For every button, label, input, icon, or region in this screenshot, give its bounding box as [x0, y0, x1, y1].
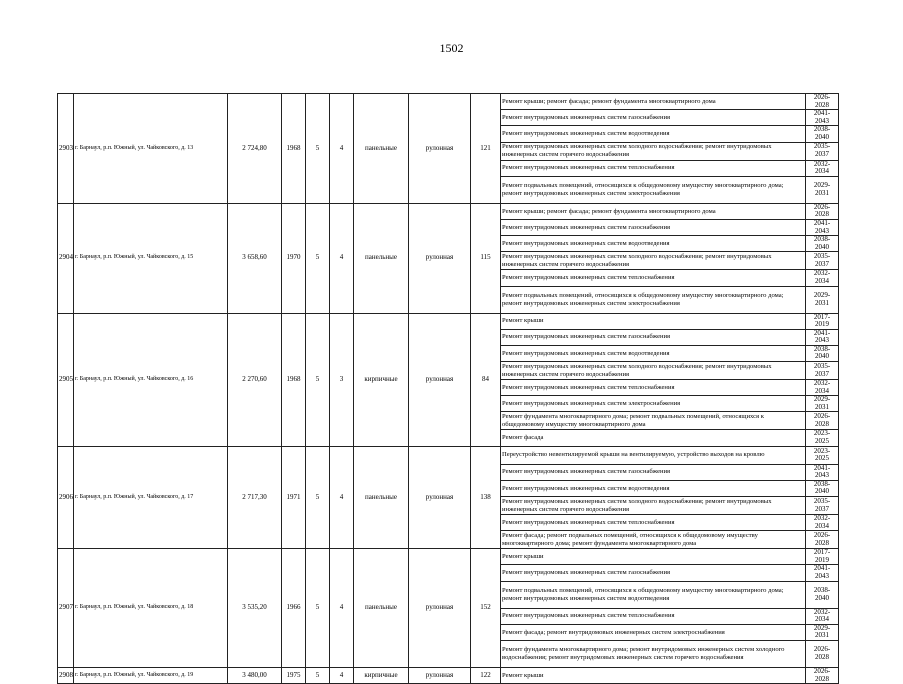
wall-material: панельные	[354, 203, 409, 313]
work-description: Ремонт внутридомовых инженерных систем теплоснабжения	[501, 160, 806, 176]
wall-material: панельные	[354, 94, 409, 204]
work-period: 2041-2043	[806, 464, 839, 480]
floor-count: 5	[306, 549, 330, 668]
entrance-count: 3	[330, 313, 354, 446]
work-period: 2041-2043	[806, 565, 839, 581]
table-row	[58, 203, 839, 219]
work-description: Ремонт внутридомовых инженерных систем холодного водоснабжения; ремонт внутридомовых инженерных систем горячего водоснабжения	[501, 142, 806, 160]
work-period: 2032-2034	[806, 270, 839, 286]
work-period: 2032-2034	[806, 608, 839, 624]
work-description: Переустройство невентилируемой крыши на вентилируемую, устройство выходов на кровлю	[501, 446, 806, 464]
work-period: 2026-2028	[806, 531, 839, 549]
wall-material: панельные	[354, 549, 409, 668]
roof-type: рулонная	[409, 203, 471, 313]
floor-count: 5	[306, 667, 330, 683]
residents-count: 84	[471, 313, 501, 446]
build-year: 1968	[282, 94, 306, 204]
roof-type: рулонная	[409, 549, 471, 668]
residents-count: 138	[471, 446, 501, 549]
wall-material: панельные	[354, 446, 409, 549]
work-period: 2026-2028	[806, 412, 839, 430]
house-number: 2906	[58, 446, 74, 549]
house-area: 2 717,30	[228, 446, 282, 549]
work-period: 2038-2040	[806, 345, 839, 361]
build-year: 1968	[282, 313, 306, 446]
work-period: 2035-2037	[806, 142, 839, 160]
work-period: 2029-2031	[806, 176, 839, 203]
work-period: 2035-2037	[806, 497, 839, 515]
entrance-count: 4	[330, 203, 354, 313]
house-number: 2903	[58, 94, 74, 204]
house-address: г. Барнаул, р.п. Южный, ул. Чайковского, д. 19	[74, 667, 228, 683]
work-description: Ремонт внутридомовых инженерных систем холодного водоснабжения; ремонт внутридомовых инженерных систем горячего водоснабжения	[501, 362, 806, 380]
roof-type: рулонная	[409, 94, 471, 204]
work-description: Ремонт внутридомовых инженерных систем водоотведения	[501, 480, 806, 496]
house-address: г. Барнаул, р.п. Южный, ул. Чайковского, д. 16	[74, 313, 228, 446]
residents-count: 121	[471, 94, 501, 204]
floor-count: 5	[306, 203, 330, 313]
work-description: Ремонт крыши; ремонт фасада; ремонт фундамента многоквартирного дома	[501, 94, 806, 110]
build-year: 1975	[282, 667, 306, 683]
work-period: 2017-2019	[806, 313, 839, 329]
wall-material: кирпичные	[354, 313, 409, 446]
house-number: 2908	[58, 667, 74, 683]
house-area: 3 480,00	[228, 667, 282, 683]
work-description: Ремонт внутридомовых инженерных систем теплоснабжения	[501, 608, 806, 624]
page-number: 1502	[439, 41, 464, 55]
wall-material: кирпичные	[354, 667, 409, 683]
residents-count: 122	[471, 667, 501, 683]
work-period: 2029-2031	[806, 396, 839, 412]
build-year: 1971	[282, 446, 306, 549]
work-period: 2023-2025	[806, 430, 839, 446]
work-description: Ремонт фасада; ремонт подвальных помещений, относящихся к общедомовому имуществу многоквартирного дома; ремонт фундамента многоквартирного дома	[501, 531, 806, 549]
house-number: 2904	[58, 203, 74, 313]
work-period: 2026-2028	[806, 203, 839, 219]
work-period: 2038-2040	[806, 581, 839, 608]
work-description: Ремонт внутридомовых инженерных систем водоотведения	[501, 126, 806, 142]
work-description: Ремонт внутридомовых инженерных систем газоснабжения	[501, 464, 806, 480]
work-description: Ремонт внутридомовых инженерных систем газоснабжения	[501, 565, 806, 581]
house-area: 2 270,60	[228, 313, 282, 446]
work-description: Ремонт внутридомовых инженерных систем холодного водоснабжения; ремонт внутридомовых инженерных систем горячего водоснабжения	[501, 252, 806, 270]
work-period: 2041-2043	[806, 219, 839, 235]
floor-count: 5	[306, 94, 330, 204]
work-period: 2041-2043	[806, 110, 839, 126]
work-description: Ремонт внутридомовых инженерных систем электроснабжения	[501, 396, 806, 412]
work-period: 2035-2037	[806, 252, 839, 270]
work-period: 2038-2040	[806, 236, 839, 252]
build-year: 1970	[282, 203, 306, 313]
work-period: 2026-2028	[806, 94, 839, 110]
house-area: 3 658,60	[228, 203, 282, 313]
work-period: 2023-2025	[806, 446, 839, 464]
work-period: 2017-2019	[806, 549, 839, 565]
work-period: 2041-2043	[806, 329, 839, 345]
work-description: Ремонт крыши	[501, 549, 806, 565]
table-row	[58, 313, 839, 329]
house-address: г. Барнаул, р.п. Южный, ул. Чайковского, д. 15	[74, 203, 228, 313]
work-period: 2029-2031	[806, 624, 839, 640]
house-number: 2905	[58, 313, 74, 446]
house-address: г. Барнаул, р.п. Южный, ул. Чайковского, д. 13	[74, 94, 228, 204]
roof-type: рулонная	[409, 667, 471, 683]
work-period: 2032-2034	[806, 515, 839, 531]
build-year: 1966	[282, 549, 306, 668]
floor-count: 5	[306, 446, 330, 549]
repair-program-table	[57, 93, 839, 684]
work-description: Ремонт внутридомовых инженерных систем газоснабжения	[501, 329, 806, 345]
work-description: Ремонт внутридомовых инженерных систем водоотведения	[501, 236, 806, 252]
roof-type: рулонная	[409, 313, 471, 446]
work-description: Ремонт крыши	[501, 313, 806, 329]
entrance-count: 4	[330, 446, 354, 549]
roof-type: рулонная	[409, 446, 471, 549]
residents-count: 152	[471, 549, 501, 668]
work-description: Ремонт внутридомовых инженерных систем теплоснабжения	[501, 380, 806, 396]
work-description: Ремонт внутридомовых инженерных систем холодного водоснабжения; ремонт внутридомовых инженерных систем горячего водоснабжения	[501, 497, 806, 515]
work-description: Ремонт внутридомовых инженерных систем водоотведения	[501, 345, 806, 361]
work-description: Ремонт внутридомовых инженерных систем теплоснабжения	[501, 270, 806, 286]
work-description: Ремонт подвальных помещений, относящихся к общедомовому имуществу многоквартирного дома; ремонт внутридомовых инженерных систем электроснабжения	[501, 176, 806, 203]
house-number: 2907	[58, 549, 74, 668]
entrance-count: 4	[330, 94, 354, 204]
work-period: 2032-2034	[806, 160, 839, 176]
work-description: Ремонт крыши	[501, 667, 806, 683]
work-period: 2032-2034	[806, 380, 839, 396]
floor-count: 5	[306, 313, 330, 446]
table-row	[58, 94, 839, 110]
work-description: Ремонт фундамента многоквартирного дома; ремонт подвальных помещений, относящихся к общедомовому имуществу многоквартирного дома	[501, 412, 806, 430]
work-period: 2038-2040	[806, 126, 839, 142]
table-row	[58, 549, 839, 565]
work-description: Ремонт подвальных помещений, относящихся к общедомовому имуществу многоквартирного дома; ремонт внутридомовых инженерных систем водоотведения	[501, 581, 806, 608]
work-period: 2026-2028	[806, 667, 839, 683]
table-row	[58, 446, 839, 464]
house-address: г. Барнаул, р.п. Южный, ул. Чайковского, д. 17	[74, 446, 228, 549]
work-description: Ремонт крыши; ремонт фасада; ремонт фундамента многоквартирного дома	[501, 203, 806, 219]
table-row	[58, 667, 839, 683]
house-area: 2 724,80	[228, 94, 282, 204]
work-description: Ремонт внутридомовых инженерных систем теплоснабжения	[501, 515, 806, 531]
house-address: г. Барнаул, р.п. Южный, ул. Чайковского, д. 18	[74, 549, 228, 668]
house-area: 3 535,20	[228, 549, 282, 668]
work-description: Ремонт внутридомовых инженерных систем газоснабжения	[501, 110, 806, 126]
work-period: 2035-2037	[806, 362, 839, 380]
work-description: Ремонт фундамента многоквартирного дома; ремонт внутридомовых инженерных систем холодного водоснабжения; ремонт внутридомовых инженерных систем горячего водоснабжения	[501, 640, 806, 667]
residents-count: 115	[471, 203, 501, 313]
work-description: Ремонт подвальных помещений, относящихся к общедомовому имуществу многоквартирного дома; ремонт внутридомовых инженерных систем электроснабжения	[501, 286, 806, 313]
work-period: 2026-2028	[806, 640, 839, 667]
work-description: Ремонт фасада; ремонт внутридомовых инженерных систем электроснабжения	[501, 624, 806, 640]
work-period: 2038-2040	[806, 480, 839, 496]
work-period: 2029-2031	[806, 286, 839, 313]
work-description: Ремонт внутридомовых инженерных систем газоснабжения	[501, 219, 806, 235]
entrance-count: 4	[330, 549, 354, 668]
entrance-count: 4	[330, 667, 354, 683]
work-description: Ремонт фасада	[501, 430, 806, 446]
